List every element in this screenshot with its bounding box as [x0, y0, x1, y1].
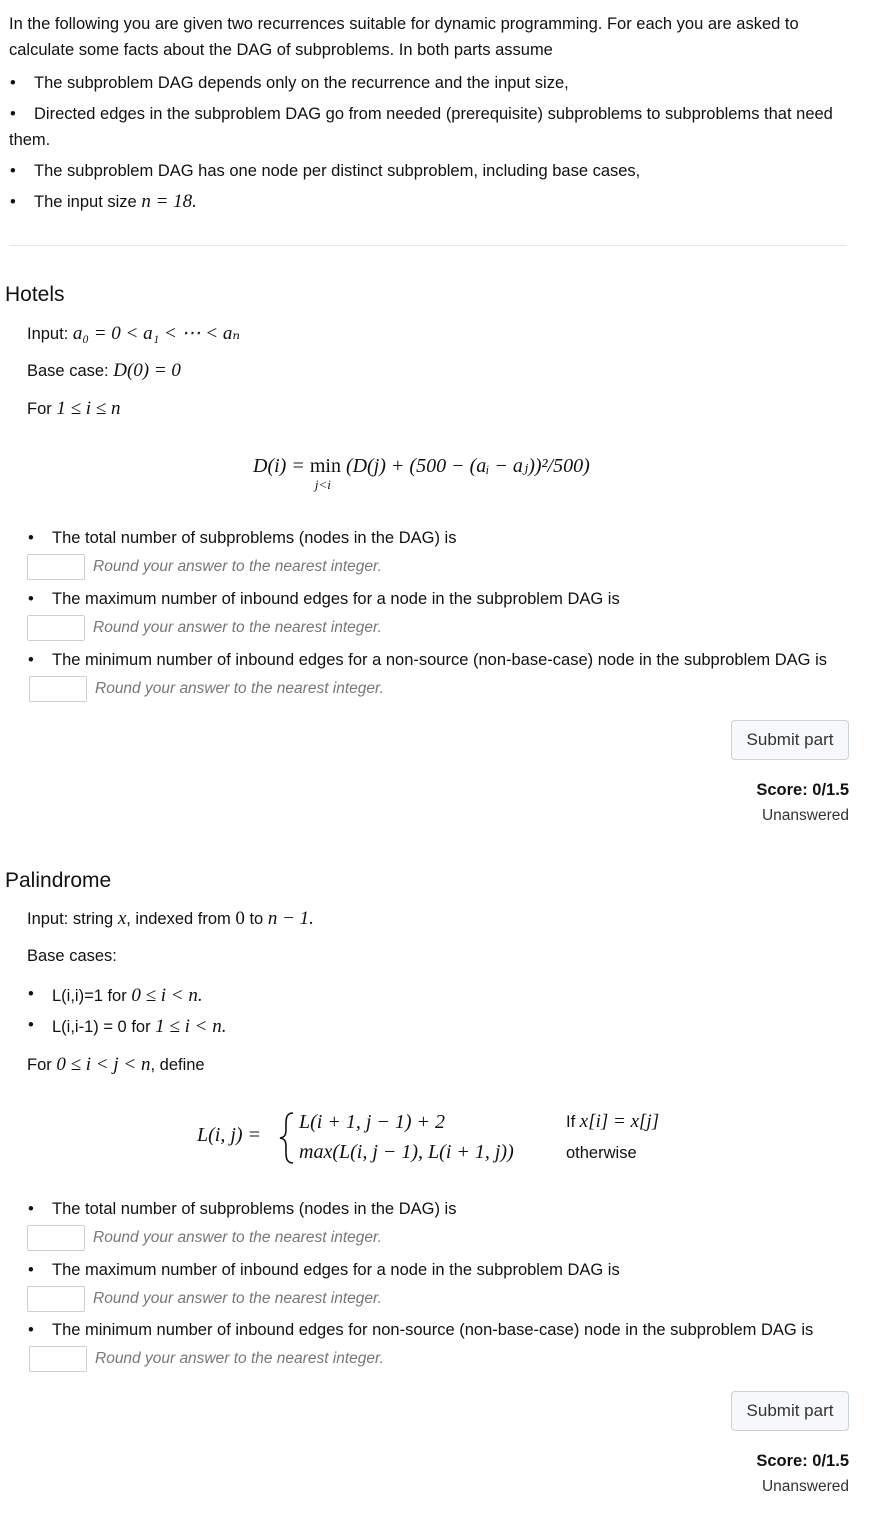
- answer-input[interactable]: [27, 1225, 85, 1251]
- intro-bullet-text: The subproblem DAG depends only on the recurrence and the input size,: [34, 74, 569, 92]
- score-text: Score: 0/1.5: [756, 781, 849, 799]
- hotels-formula-rhs: (D(j) + (500 − (aᵢ − aⱼ))²/500): [345, 455, 590, 477]
- section-title-palindrome: Palindrome: [5, 869, 112, 892]
- case2-expr: max(L(i, j − 1), L(i + 1, j)): [299, 1141, 514, 1163]
- palindrome-range: [27, 1054, 205, 1076]
- intro-bullet: • The subproblem DAG has one node per distinct subproblem, including base cases,: [10, 162, 641, 180]
- hotels-formula: [253, 453, 590, 492]
- question-text: The maximum number of inbound edges for a node in the subproblem DAG is: [52, 590, 620, 608]
- answer-hint: Round your answer to the nearest integer.: [95, 1350, 384, 1367]
- hotels-base-case: [27, 360, 181, 382]
- question-text: The maximum number of inbound edges for a node in the subproblem DAG is: [52, 1261, 620, 1279]
- divider: [9, 245, 847, 246]
- base-item-math: 1 ≤ i < n.: [155, 1016, 227, 1037]
- case1-cond: [566, 1111, 659, 1133]
- hotels-base-label: Base case:: [27, 362, 114, 380]
- submit-part-button[interactable]: Submit part: [731, 1391, 849, 1431]
- palindrome-input-rest: , indexed from: [126, 910, 236, 928]
- palindrome-input-label: Input: string: [27, 910, 118, 928]
- palindrome-input-math3: n − 1.: [267, 908, 314, 929]
- case1-cond-text: If: [566, 1113, 580, 1131]
- palindrome-question-1: • The total number of subproblems (nodes in the DAG) is Round your answer to the nearest integer.: [27, 1195, 842, 1252]
- palindrome-base-item: • L(i,i)=1 for 0 ≤ i < n.: [28, 985, 203, 1006]
- answer-input[interactable]: [27, 615, 85, 641]
- palindrome-formula-lhs: L(i, j) =: [197, 1124, 262, 1146]
- score: [756, 1452, 849, 1471]
- hotels-question-2: • The maximum number of inbound edges for a node in the subproblem DAG is Round your answer to the nearest integer.: [27, 585, 842, 642]
- base-item-math: 0 ≤ i < n.: [131, 985, 203, 1006]
- palindrome-question-2: • The maximum number of inbound edges for a node in the subproblem DAG is Round your answer to the nearest integer.: [27, 1256, 842, 1313]
- section-title-hotels: Hotels: [5, 283, 65, 306]
- answer-status: Unanswered: [761, 807, 849, 824]
- answer-hint: Round your answer to the nearest integer.: [93, 1229, 382, 1246]
- hotels-question-1: • The total number of subproblems (nodes in the DAG) is Round your answer to the nearest integer.: [27, 524, 842, 581]
- answer-hint: Round your answer to the nearest integer.: [95, 680, 384, 697]
- hotels-range: [27, 398, 120, 420]
- hotels-input-label: Input:: [27, 325, 73, 343]
- intro-paragraph: In the following you are given two recurrences suitable for dynamic programming. For each you are asked to calculate some facts about the DAG of subproblems. In both parts assume: [9, 15, 799, 59]
- case1-cond-math: x[i] = x[j]: [579, 1111, 660, 1132]
- hotels-formula-lhs: D(i) =: [253, 455, 310, 477]
- left-brace-icon: [277, 1111, 297, 1165]
- palindrome-for-label: For: [27, 1056, 57, 1074]
- intro: [9, 11, 839, 220]
- intro-bullet-text: The subproblem DAG has one node per distinct subproblem, including base cases,: [34, 162, 641, 180]
- base-item-text: L(i,i)=1 for: [52, 987, 132, 1005]
- hotels-formula-min: min: [309, 455, 341, 477]
- answer-input[interactable]: [27, 554, 85, 580]
- base-item-text: L(i,i-1) = 0 for: [52, 1018, 156, 1036]
- palindrome-base-label: Base cases:: [27, 947, 117, 965]
- answer-hint: Round your answer to the nearest integer.: [93, 619, 382, 636]
- answer-input[interactable]: [27, 1286, 85, 1312]
- hotels-for-label: For: [27, 400, 57, 418]
- input-size-math: n = 18.: [141, 191, 197, 212]
- intro-bullet: • The subproblem DAG depends only on the recurrence and the input size,: [10, 74, 569, 92]
- hotels-input: [27, 322, 240, 345]
- question-text: The minimum number of inbound edges for non-source (non-base-case) node in the subproblem DAG is: [52, 1321, 814, 1339]
- palindrome-input-to: to: [244, 910, 268, 928]
- answer-status: Unanswered: [761, 1478, 849, 1495]
- hotels-for-math: 1 ≤ i ≤ n: [56, 398, 121, 419]
- case1-expr: L(i + 1, j − 1) + 2: [299, 1111, 446, 1133]
- hotels-question-3: • The minimum number of inbound edges for a non-source (non-base-case) node in the subproblem DAG is Round your answer to the nearest integer.: [27, 646, 842, 703]
- palindrome-for-math: 0 ≤ i < j < n: [56, 1054, 151, 1075]
- intro-bullet: • Directed edges in the subproblem DAG go from needed (prerequisite) subproblems to subproblems that need them.: [9, 105, 833, 149]
- palindrome-input: [27, 908, 314, 930]
- hotels-formula-under: j<i: [314, 477, 331, 492]
- hotels-input-math: a₀ = 0 < a₁ < ⋯ < aₙ: [72, 323, 241, 344]
- hotels-base-math: D(0) = 0: [113, 360, 181, 381]
- submit-part-button[interactable]: Submit part: [731, 720, 849, 760]
- answer-hint: Round your answer to the nearest integer.: [93, 1290, 382, 1307]
- answer-hint: Round your answer to the nearest integer.: [93, 558, 382, 575]
- palindrome-input-math2: 0: [235, 908, 245, 929]
- intro-bullet-text: The input size: [34, 193, 142, 211]
- palindrome-question-3: • The minimum number of inbound edges for non-source (non-base-case) node in the subproblem DAG is Round your answer to the nearest integer.: [27, 1316, 842, 1373]
- intro-bullet-text: Directed edges in the subproblem DAG go from needed (prerequisite) subproblems to subproblems that need them.: [9, 105, 833, 149]
- question-text: The minimum number of inbound edges for a non-source (non-base-case) node in the subproblem DAG is: [52, 651, 827, 669]
- question-text: The total number of subproblems (nodes in the DAG) is: [52, 529, 457, 547]
- palindrome-input-math: x: [117, 908, 127, 929]
- score: [756, 781, 849, 800]
- intro-bullet: • The input size n = 18.: [10, 191, 197, 212]
- question-text: The total number of subproblems (nodes in the DAG) is: [52, 1200, 457, 1218]
- answer-input[interactable]: [29, 1346, 87, 1372]
- score-text: Score: 0/1.5: [756, 1452, 849, 1470]
- answer-input[interactable]: [29, 676, 87, 702]
- case2-cond: otherwise: [566, 1144, 637, 1162]
- palindrome-base-item: • L(i,i-1) = 0 for 1 ≤ i < n.: [28, 1016, 227, 1037]
- palindrome-for-rest: , define: [150, 1056, 205, 1074]
